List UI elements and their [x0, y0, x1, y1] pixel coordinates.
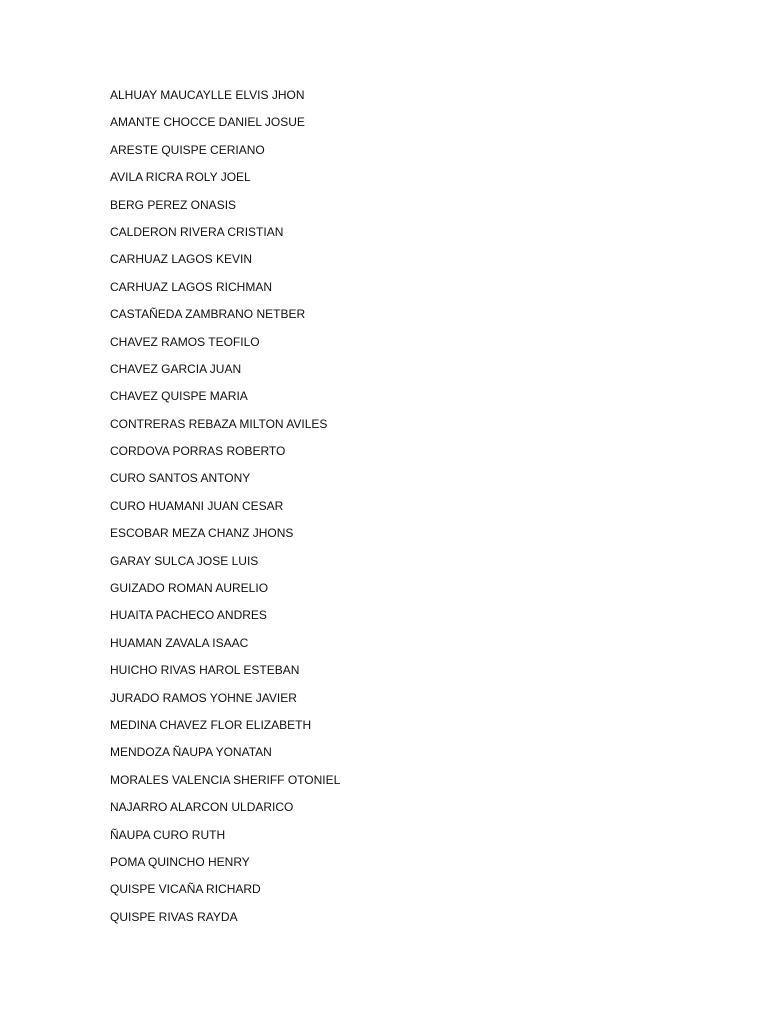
list-item: CONTRERAS REBAZA MILTON AVILES — [110, 416, 328, 431]
list-item: AVILA RICRA ROLY JOEL — [110, 170, 251, 185]
list-item: CORDOVA PORRAS ROBERTO — [110, 444, 286, 459]
list-item: HUAITA PACHECO ANDRES — [110, 608, 267, 623]
name-list — [110, 86, 710, 935]
list-item: NAJARRO ALARCON ULDARICO — [110, 800, 294, 815]
list-item: CHAVEZ QUISPE MARIA — [110, 389, 248, 404]
list-item: ESCOBAR MEZA CHANZ JHONS — [110, 526, 294, 541]
list-item: MEDINA CHAVEZ FLOR ELIZABETH — [110, 717, 312, 732]
list-item: MENDOZA ÑAUPA YONATAN — [110, 745, 272, 760]
list-item: MORALES VALENCIA SHERIFF OTONIEL — [110, 772, 341, 787]
list-item: CALDERON RIVERA CRISTIAN — [110, 224, 284, 239]
list-item: ÑAUPA CURO RUTH — [110, 827, 226, 842]
list-item: CHAVEZ GARCIA JUAN — [110, 361, 242, 376]
list-item: QUISPE VICAÑA RICHARD — [110, 882, 261, 897]
list-item: JURADO RAMOS YOHNE JAVIER — [110, 690, 297, 705]
list-item: GARAY SULCA JOSE LUIS — [110, 553, 259, 568]
list-item: CHAVEZ RAMOS TEOFILO — [110, 334, 260, 349]
list-item: GUIZADO ROMAN AURELIO — [110, 581, 269, 596]
list-item: ALHUAY MAUCAYLLE ELVIS JHON — [110, 88, 305, 102]
list-item: CURO HUAMANI JUAN CESAR — [110, 498, 284, 513]
list-item: QUISPE RIVAS RAYDA — [110, 909, 238, 924]
list-item: POMA QUINCHO HENRY — [110, 854, 250, 869]
list-item: HUICHO RIVAS HAROL ESTEBAN — [110, 663, 300, 678]
list-item: CASTAÑEDA ZAMBRANO NETBER — [110, 307, 306, 322]
list-item: BERG PEREZ ONASIS — [110, 197, 237, 212]
list-item: CARHUAZ LAGOS KEVIN — [110, 252, 253, 267]
list-item: CURO SANTOS ANTONY — [110, 471, 251, 486]
list-item: AMANTE CHOCCE DANIEL JOSUE — [110, 115, 305, 130]
list-item: CARHUAZ LAGOS RICHMAN — [110, 279, 273, 294]
list-item: HUAMAN ZAVALA ISAAC — [110, 635, 249, 650]
list-item: ARESTE QUISPE CERIANO — [110, 142, 265, 157]
